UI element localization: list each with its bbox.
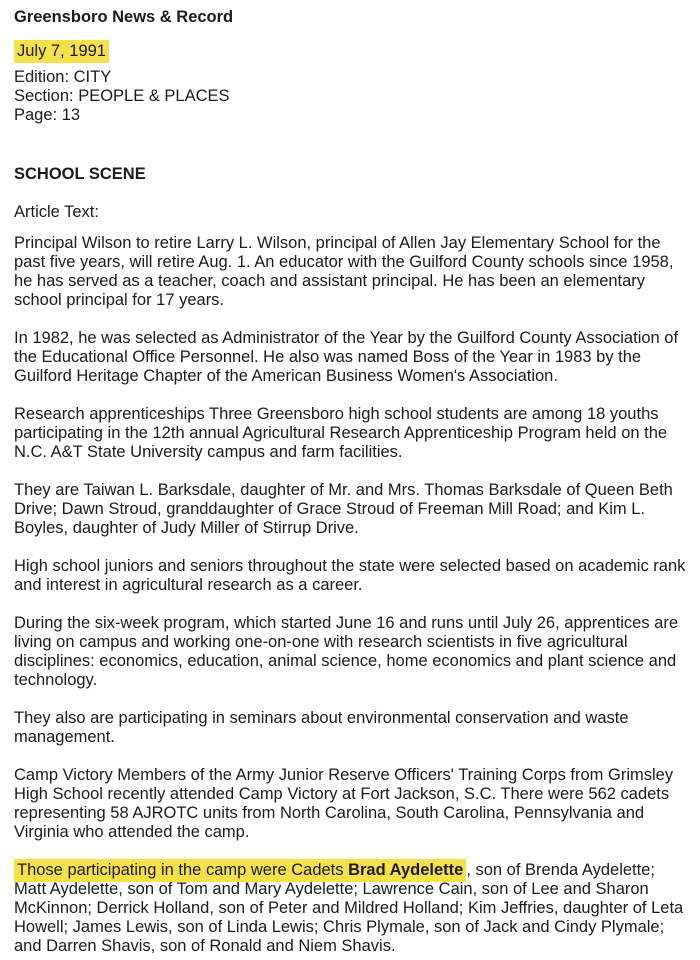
edition-line: Edition: CITY [14, 68, 112, 86]
highlighted-bold-name: Brad Aydelette [348, 861, 464, 879]
camp-cadets-highlight [14, 859, 466, 882]
final-paragraph-remainder: , son of Brenda Aydelette; Matt Aydelette, son of Tom and Mary Aydelette; Lawrence Cain, son of Lee and Sharon McKinnon; Derrick Holland, son of Peter and Mildred Holland; Kim Jeffries, daughter of Leta Howell; James Lewis, son of Linda Lewis; Chris Plymale, son of Jack and Cindy Plymale; and Darren Shavis, son of Ronald and Niem Shavis. [14, 861, 684, 955]
article-paragraph-8: Camp Victory Members of the Army Junior Reserve Officers' Training Corps from Grimsley High School recently attended Camp Victory at Fort Jackson, S.C. There were 562 cadets representing 58 AJROTC units from North Carolina, South Carolina, Pennsylvania and Virginia who attended the camp. [14, 766, 674, 841]
edition-meta-block [14, 68, 686, 125]
page-number-line: Page: 13 [14, 106, 81, 124]
article-paragraph-2: In 1982, he was selected as Administrator of the Year by the Guilford County Association of the Educational Office Personnel. He also was named Boss of the Year in 1983 by the Guilford Heritage Chapter of the American Business Women's Association. [14, 329, 679, 385]
article-text-label: Article Text: [14, 203, 99, 221]
article-paragraph-1: Principal Wilson to retire Larry L. Wilson, principal of Allen Jay Elementary School for the past five years, will retire Aug. 1. An educator with the Guilford County schools since 1958, he has served as a teacher, coach and assistant principal. He has been an elementary school principal for 17 years. [14, 234, 674, 309]
article-paragraph-5: High school juniors and seniors throughout the state were selected based on academic rank and interest in agricultural research as a career. [14, 557, 686, 594]
date-highlight: July 7, 1991 [14, 40, 109, 63]
article-paragraph-4: They are Taiwan L. Barksdale, daughter of Mr. and Mrs. Thomas Barksdale of Queen Beth Drive; Dawn Stroud, granddaughter of Grace Stroud of Freeman Mill Road; and Kim L. Boyles, daughter of Judy Miller of Stirrup Drive. [14, 481, 673, 537]
article-clipping-document [14, 8, 686, 956]
publication-title: Greensboro News & Record [14, 8, 234, 26]
article-paragraph-3: Research apprenticeships Three Greensboro high school students are among 18 youths participating in the 12th annual Agricultural Research Apprenticeship Program held on the N.C. A&T State University campus and farm facilities. [14, 405, 668, 461]
article-headline: SCHOOL SCENE [14, 165, 146, 183]
article-paragraph-final [14, 861, 686, 956]
section-line: Section: PEOPLE & PLACES [14, 87, 230, 105]
highlighted-text: Those participating in the camp were Cadets [17, 861, 349, 879]
article-paragraph-7: They also are participating in seminars about environmental conservation and waste management. [14, 709, 629, 746]
publication-date-line [14, 42, 686, 61]
article-paragraph-6: During the six-week program, which started June 16 and runs until July 26, apprentices are living on campus and working one-on-one with research scientists in five agricultural disciplines: economics, education, animal science, home economics and plant science and technology. [14, 614, 679, 689]
